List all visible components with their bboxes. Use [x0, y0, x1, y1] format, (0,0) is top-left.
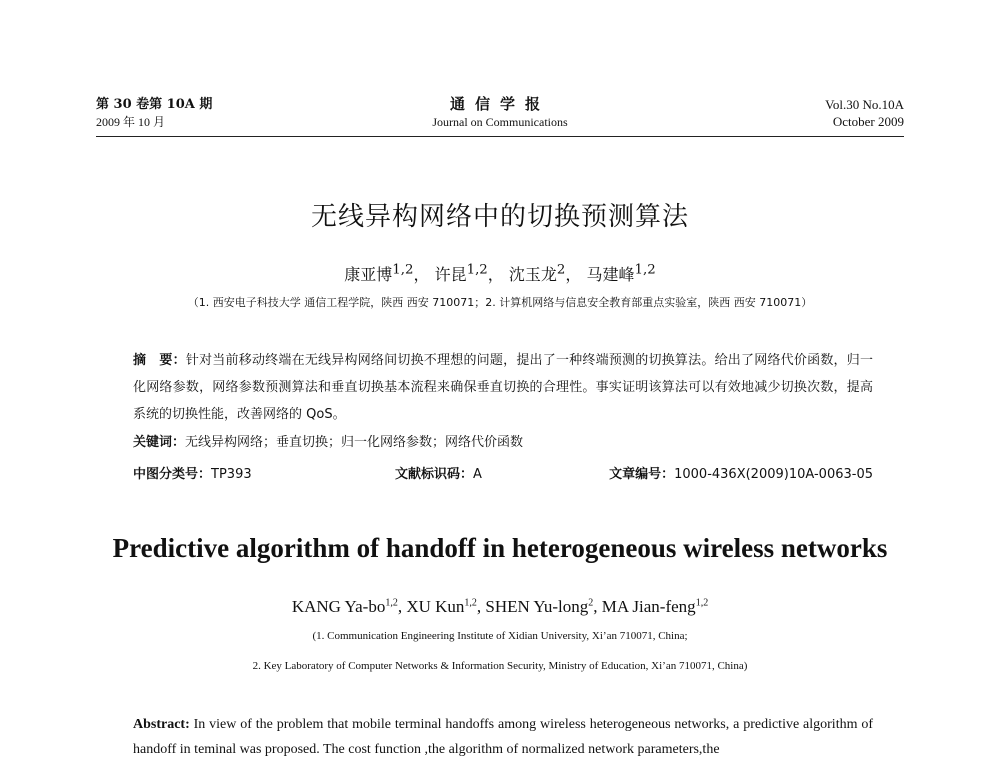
journal-name-cn: 通信学报 — [449, 95, 550, 113]
author-en: XU Kun — [406, 597, 465, 616]
paper-title-en: Predictive algorithm of handoff in heterogeneous wireless networks — [112, 533, 888, 563]
author-cn: 许昆 — [434, 265, 467, 284]
classification-row — [133, 463, 873, 483]
article-number — [609, 463, 873, 482]
keywords-label-cn: 关键词： — [133, 435, 186, 450]
running-header — [96, 96, 904, 137]
affiliation-en-2: 2. Key Laboratory of Computer Networks & Information Security, Ministry of Education, Xi’an 710071, China) — [252, 660, 748, 672]
author-affiliation-mark: 1,2 — [385, 597, 398, 609]
abstract-text-en: In view of the problem that mobile terminal handoffs among wireless heterogeneous networks, a predictive algorithm of handoff in teminal was proposed. The cost function ,the algorithm of normalized network parameters,the — [133, 717, 874, 757]
author-separator: ， — [413, 265, 430, 284]
abstract-label-en: Abstract: — [133, 717, 190, 732]
author-separator: ， — [487, 265, 504, 284]
abstract-en — [133, 712, 873, 762]
author-affiliation-mark: 1,2 — [466, 262, 488, 278]
author-en: SHEN Yu-long — [485, 597, 589, 616]
author-list-cn — [0, 262, 1000, 285]
clc-label: 中图分类号： — [133, 467, 212, 482]
author-list-en — [0, 597, 1000, 617]
author-separator: , — [593, 597, 602, 616]
author-separator: ， — [565, 265, 582, 284]
date-en: October 2009 — [832, 114, 904, 129]
author-en: KANG Ya-bo — [291, 597, 386, 616]
paper-title-cn: 无线异构网络中的切换预测算法 — [310, 202, 689, 232]
issue-info-en — [825, 96, 904, 131]
document-code-label: 文献标识码： — [395, 467, 474, 482]
author-cn: 沈玉龙 — [508, 265, 557, 284]
author-affiliation-mark: 1,2 — [392, 262, 414, 278]
abstract-text-cn: 针对当前移动终端在无线异构网络间切换不理想的问题，提出了一种终端预测的切换算法。给出了网络代价函数，归一化网络参数，网络参数预测算法和垂直切换基本流程来确保垂直切换的合理性。事实证明该算法可以有效地减少切换次数，提高系统的切换性能，改善网络的 QoS。 — [133, 353, 873, 422]
affiliation-en-1: (1. Communication Engineering Institute of Xidian University, Xi’an 710071, China; — [312, 630, 688, 642]
document-code-value: A — [473, 467, 482, 482]
author-affiliation-mark: 1,2 — [634, 262, 656, 278]
author-cn: 马建峰 — [586, 265, 635, 284]
article-number-label: 文章编号： — [609, 467, 675, 482]
author-affiliation-mark: 1,2 — [695, 597, 709, 609]
clc-number — [133, 463, 252, 482]
author-en: MA Jian-feng — [601, 597, 696, 616]
volume-issue-en: Vol.30 No.10A — [825, 97, 904, 112]
author-cn: 康亚博 — [344, 265, 393, 284]
abstract-label-cn: 摘 要： — [133, 353, 186, 368]
author-separator: , — [397, 597, 407, 616]
author-affiliation-mark: 1,2 — [464, 597, 477, 609]
abstract-cn — [133, 347, 873, 428]
author-separator: , — [476, 597, 486, 616]
journal-name-en: Journal on Communications — [432, 115, 568, 129]
keywords-text-cn: 无线异构网络；垂直切换；归一化网络参数；网络代价函数 — [185, 435, 524, 450]
keywords-cn — [133, 433, 873, 453]
volume-issue-cn: 第 30 卷第 10A 期 — [96, 97, 213, 112]
date-cn: 2009 年 10 月 — [96, 115, 166, 129]
journal-name — [96, 96, 904, 131]
affiliation-cn: （1. 西安电子科技大学 通信工程学院，陕西 西安 710071；2. 计算机网络与信息安全教育部重点实验室，陕西 西安 710071） — [187, 296, 813, 309]
author-affiliation-mark: 2 — [556, 262, 566, 278]
document-code — [395, 463, 482, 482]
article-number-value: 1000-436X(2009)10A-0063-05 — [674, 467, 873, 482]
clc-value: TP393 — [211, 467, 252, 482]
author-affiliation-mark: 2 — [588, 597, 594, 609]
